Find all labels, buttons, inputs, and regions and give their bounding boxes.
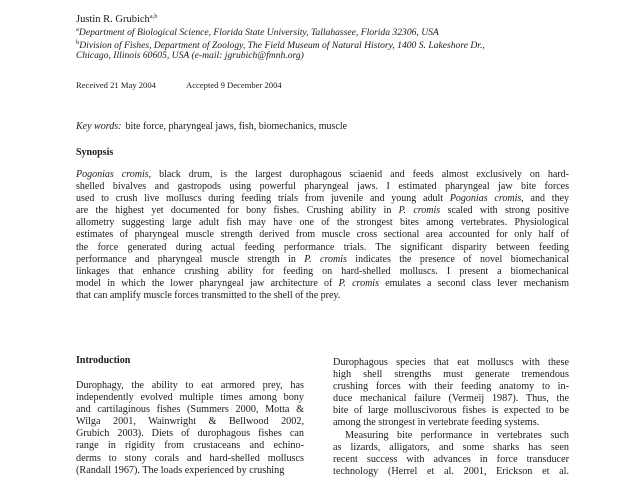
synopsis-line: performance and pharyngeal muscle strength in P. cromis indicates the presence of novel biomechanical — [76, 253, 570, 265]
affiliation-b-text-line1: Division of Fishes, Department of Zoology, The Field Museum of Natural History, 1400 S. Lakeshore Dr., — [79, 40, 485, 51]
synopsis-line: that can amplify muscle forces transmitted to the shell of the prey. — [76, 289, 341, 301]
synopsis-line: Pogonias cromis, black drum, is the largest durophagous sciaenid and feeds almost exclusively on hard- — [76, 169, 569, 180]
synopsis-line: used to crush live molluscs during feeding trials from juvenile and young adult Pogonias cromis, and they — [76, 193, 570, 205]
intro-right-line: Measuring bite performance in vertebrates such — [345, 429, 569, 441]
author-superscript: a,b — [149, 13, 158, 20]
intro-right-line: Durophagous species that eat molluscs with these — [333, 357, 569, 368]
synopsis-heading: Synopsis — [76, 147, 114, 158]
affiliation-a-text: Department of Biological Science, Florida State University, Tallahassee, Florida 32306, USA — [78, 27, 439, 38]
intro-right-line: high shell strengths must generate tremendous — [333, 369, 569, 381]
introduction-left-column — [76, 380, 304, 477]
synopsis-line: allometry suggesting large adult fish may have one of the strongest bites among vertebrates. Physiological — [76, 217, 569, 229]
synopsis-line: model in which the lower pharyngeal jaw architecture of P. cromis emulates a second class lever mechanism — [76, 277, 570, 289]
introduction-right-column — [333, 357, 569, 478]
synopsis-body — [76, 169, 569, 302]
synopsis-line: linkages that enhance crushing ability for feeding on hard-shelled molluscs. I present a biomechanical — [76, 265, 569, 277]
keywords-text: bite force, pharyngeal jaws, fish, biomechanics, muscle — [125, 121, 348, 132]
affiliation-a-marker: a — [76, 26, 79, 33]
dates-line — [76, 79, 282, 91]
intro-left-line: (Randall 1967). The loads experienced by crushing — [76, 464, 285, 476]
intro-right-line: technology (Herrel et al. 2001, Erickson et al. — [333, 465, 569, 477]
intro-right-line: crushing forces with their feeding anatomy to in- — [333, 381, 569, 393]
keywords-label: Key words: — [76, 121, 122, 132]
keywords-line — [76, 121, 347, 133]
synopsis-line: shelled bivalves and gastropods using powerful pharyngeal jaws. I estimated pharyngeal jaw bite forces — [76, 181, 569, 193]
intro-right-line: duce mechanical failure (Vermeij 1987). Thus, the — [333, 393, 569, 405]
synopsis-line: estimates of pharyngeal muscle strength derived from muscle cross sectional area accounted for only half of — [76, 229, 569, 241]
synopsis-line: are the highest yet documented for bony fishes. Crushing ability in P. cromis scaled with strong positive — [76, 205, 569, 217]
intro-right-line: recent success with advances in force transducer — [333, 453, 569, 465]
intro-left-line: derms to stony corals and hard-shelled molluscs — [76, 452, 304, 464]
affiliation-b-marker: b — [76, 39, 80, 46]
intro-left-line: range in rigidity from crustaceans and echino- — [76, 440, 304, 452]
author-name: Justin R. Grubich — [76, 14, 150, 25]
intro-left-line: Wilga 2001, Wainwright & Bellwood 2002, — [76, 416, 304, 428]
synopsis-line: the force generated during actual feeding performance trials. The significant disparity between feeding — [76, 241, 569, 253]
intro-left-line: Durophagy, the ability to eat armored prey, has — [76, 380, 304, 391]
accepted-date: Accepted 9 December 2004 — [186, 80, 282, 90]
received-date: Received 21 May 2004 — [76, 80, 156, 90]
introduction-heading: Introduction — [76, 355, 131, 366]
intro-right-line: bite of large molluscivorous fishes is expected to be — [333, 405, 569, 417]
intro-right-line: among the strongest in vertebrate feeding systems. — [333, 417, 540, 429]
intro-right-line: as lizards, alligators, and some sharks has seen — [333, 441, 569, 453]
intro-left-line: Grubich 2003). Diets of durophagous fishes can — [76, 428, 304, 440]
intro-left-line: independently evolved multiple times among bony — [76, 392, 304, 404]
affiliation-b-line2: Chicago, Illinois 60605, USA (e-mail: jgrubich@fmnh.org) — [76, 50, 304, 61]
intro-left-line: and cartilaginous fishes (Summers 2000, Motta & — [76, 404, 304, 416]
